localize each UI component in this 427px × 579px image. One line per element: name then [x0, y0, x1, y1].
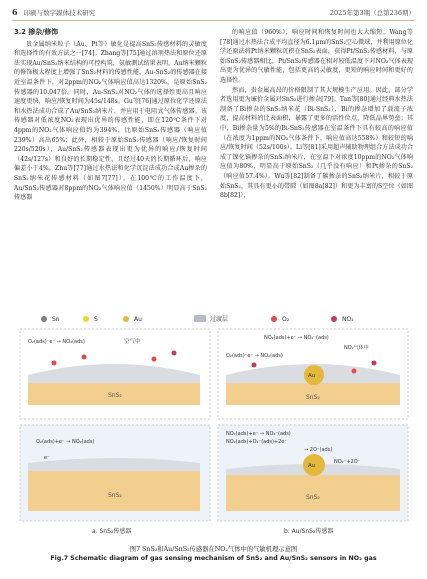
svg-text:Au: Au	[308, 463, 316, 469]
right-column	[220, 28, 413, 201]
svg-text:NO₂: NO₂	[342, 316, 354, 323]
section-heading: 3.2 掺杂/修饰	[14, 28, 59, 36]
svg-text:NO₂气体中: NO₂气体中	[344, 345, 369, 351]
svg-text:e⁻: e⁻	[44, 455, 50, 461]
panel-a-top	[20, 329, 210, 419]
svg-text:S: S	[94, 316, 98, 323]
caption-zh: 图7 SnS₂和Au/SnS₂传感器在NO₂气体中的气敏机理示意图	[129, 546, 298, 553]
svg-text:NO₂(ads)+e⁻ → NO₂⁻(ads): NO₂(ads)+e⁻ → NO₂⁻(ads)	[226, 431, 291, 437]
figure-7	[14, 313, 413, 541]
svg-text:Sn: Sn	[52, 316, 60, 323]
svg-text:SnS₂: SnS₂	[306, 394, 320, 401]
svg-text:NO₂⁻+2O⁻: NO₂⁻+2O⁻	[334, 459, 361, 465]
figure-legend	[41, 315, 354, 323]
svg-text:Au: Au	[308, 373, 316, 379]
svg-text:NO₂(ads)+e⁻ → NO₂⁻(ads): NO₂(ads)+e⁻ → NO₂⁻(ads)	[264, 335, 329, 341]
svg-text:Au: Au	[134, 316, 142, 323]
paragraph: 贵金属纳米粒子（Au、Pt等）敏化是提高SnS₂传感材料的灵敏度和选择性的有效方法之一[74]。Zhang等[75]通过溶剂热法和原位还原法实现Au/SnS₂纳米结构的可控构筑，氨敏测试结果表明，Au纳米颗粒的修饰极大程度上增强了SnS₂材料的传感性能，Au-SnS₂的传感器在接近室温条件下，对2ppm的NO₂气体响应值高达1320%，是原始SnS₂传感器的10.047倍。同时，Au-SnS₂对NO₂气体的选择性更高且响应速度更快，响应/恢复时间为45s/148s。Gu等[76]通过原位化学还原法和水热法成功合成了Au/SnS₂纳米片，并应用于电阻式气体传感器。该传感器对低浓度NO₂表现出优异的传感性能，即在120℃条件下对4ppm的NO₂气体响应值约为394%，比原始SnS₂传感器（响应值239%）高出65%；此外，相较于原始SnS₂传感器（响应/恢复时间220s/520s），Au/SnS₂传感器表现出更为优异的响应/恢复时间（42s/127s）和良好的长期稳定性，且经过40天的长期循环后，响应偏差小于4%。Zhu等[77]通过水热法和化学沉淀法成功合成Au掺杂的SnS₂纳米花传感材料（如图7[77]），在100℃的工作温度下，Au/SnS₂传感器对8ppm的NO₂气体响应值（1450%）明显高于SnS₂传感器	[14, 40, 207, 202]
caption-en: Fig.7 Schematic diagram of gas sensing mechanism of SnS₂ and Au/SnS₂ sensors in NO₂ gas	[50, 555, 377, 562]
svg-text:SnS₂: SnS₂	[108, 392, 122, 399]
svg-text:O₂: O₂	[282, 316, 290, 323]
page-number: 6	[12, 7, 18, 17]
paragraph: 的响应值（960%），响应时间和恢复时间也大大缩短。Wang等[78]通过水热法合成平均直径为6.1μm的SnS₂空心微球，并利用原位化学还原法将Pt纳米颗粒沉积在SnS₂表面，获得Pt/SnS₂传感材料，与原始SnS₂传感器相比，Pt/SnS₂传感器在相对较低温度下对NO₂气体表现出更为优异的气敏性能，包括更高的灵敏度、更短的响应时间和更好的选择性。	[220, 29, 413, 84]
svg-text:O₂(ads)⁻e⁻ → NO₂(ads): O₂(ads)⁻e⁻ → NO₂(ads)	[226, 353, 283, 359]
figure-caption	[14, 545, 413, 563]
panel-a-caption: a. SnS₂传感器	[92, 528, 132, 535]
svg-text:SnS₂: SnS₂	[108, 492, 122, 499]
paragraph: 然而，贵金属高昂的价格限制了其大规模生产应用。因此，部分学者选用更为廉价金属对SnS₂进行掺杂[79]。Tan等[80]通过经典水热法制备了Bi掺杂的SnS₂纳米花（Bi-SnS₂），Bi的掺杂增加了载流子浓度，提高材料的比表面积，暴露了更多的活性位点，降低晶界势垒；其中，Bi掺杂量为5%的Bi-SnS₂传感器在室温条件下具有较高的响应值（在浓度为1ppm的NO₂气体条件下，响应值高达558%）和较短的响应/恢复时间（52s/100s）。Li等[81]采用超声辅助物理组合方法成功合成了镍化镉掺杂的SnS₂纳米片，在室温下对浓度10ppm的NO₂气体响应值为80%，明显高于原始SnS₂（几乎没有响应）和Pt掺杂的SnS₂（响应值57.4%）。Wu等[82]制备了碳掺杂的SnS₂纳米片，相较于原始SnS₂，其具有更小的带隙（如图8a[82]）和更为丰富的S空位（如图8b[82]），	[220, 86, 413, 200]
svg-text:O₂(ads)+e⁻ → NO₂(ads): O₂(ads)+e⁻ → NO₂(ads)	[36, 439, 95, 445]
panel-b-top	[218, 329, 408, 419]
panel-a-bottom	[20, 425, 210, 521]
svg-text:空气中: 空气中	[124, 339, 141, 345]
panel-b-caption: b. Au/SnS₂传感器	[284, 528, 334, 535]
page-header	[12, 6, 415, 21]
svg-text:O₂(ads)⁻e⁻ → NO₂(ads): O₂(ads)⁻e⁻ → NO₂(ads)	[28, 339, 85, 345]
svg-text:NO₂(ads)+O₂⁻(ads)+2e⁻: NO₂(ads)+O₂⁻(ads)+2e⁻	[226, 439, 288, 445]
svg-text:→ 2O⁻(ads): → 2O⁻(ads)	[304, 447, 333, 453]
issue-info: 2025年第3期（总第236期）	[329, 8, 415, 17]
journal-name: 印刷与数字媒体技术研究	[23, 8, 96, 17]
left-column	[14, 28, 207, 203]
panel-b-bottom	[218, 425, 408, 521]
svg-text:过渡层: 过渡层	[210, 316, 229, 323]
svg-text:SnS₂: SnS₂	[306, 494, 320, 501]
